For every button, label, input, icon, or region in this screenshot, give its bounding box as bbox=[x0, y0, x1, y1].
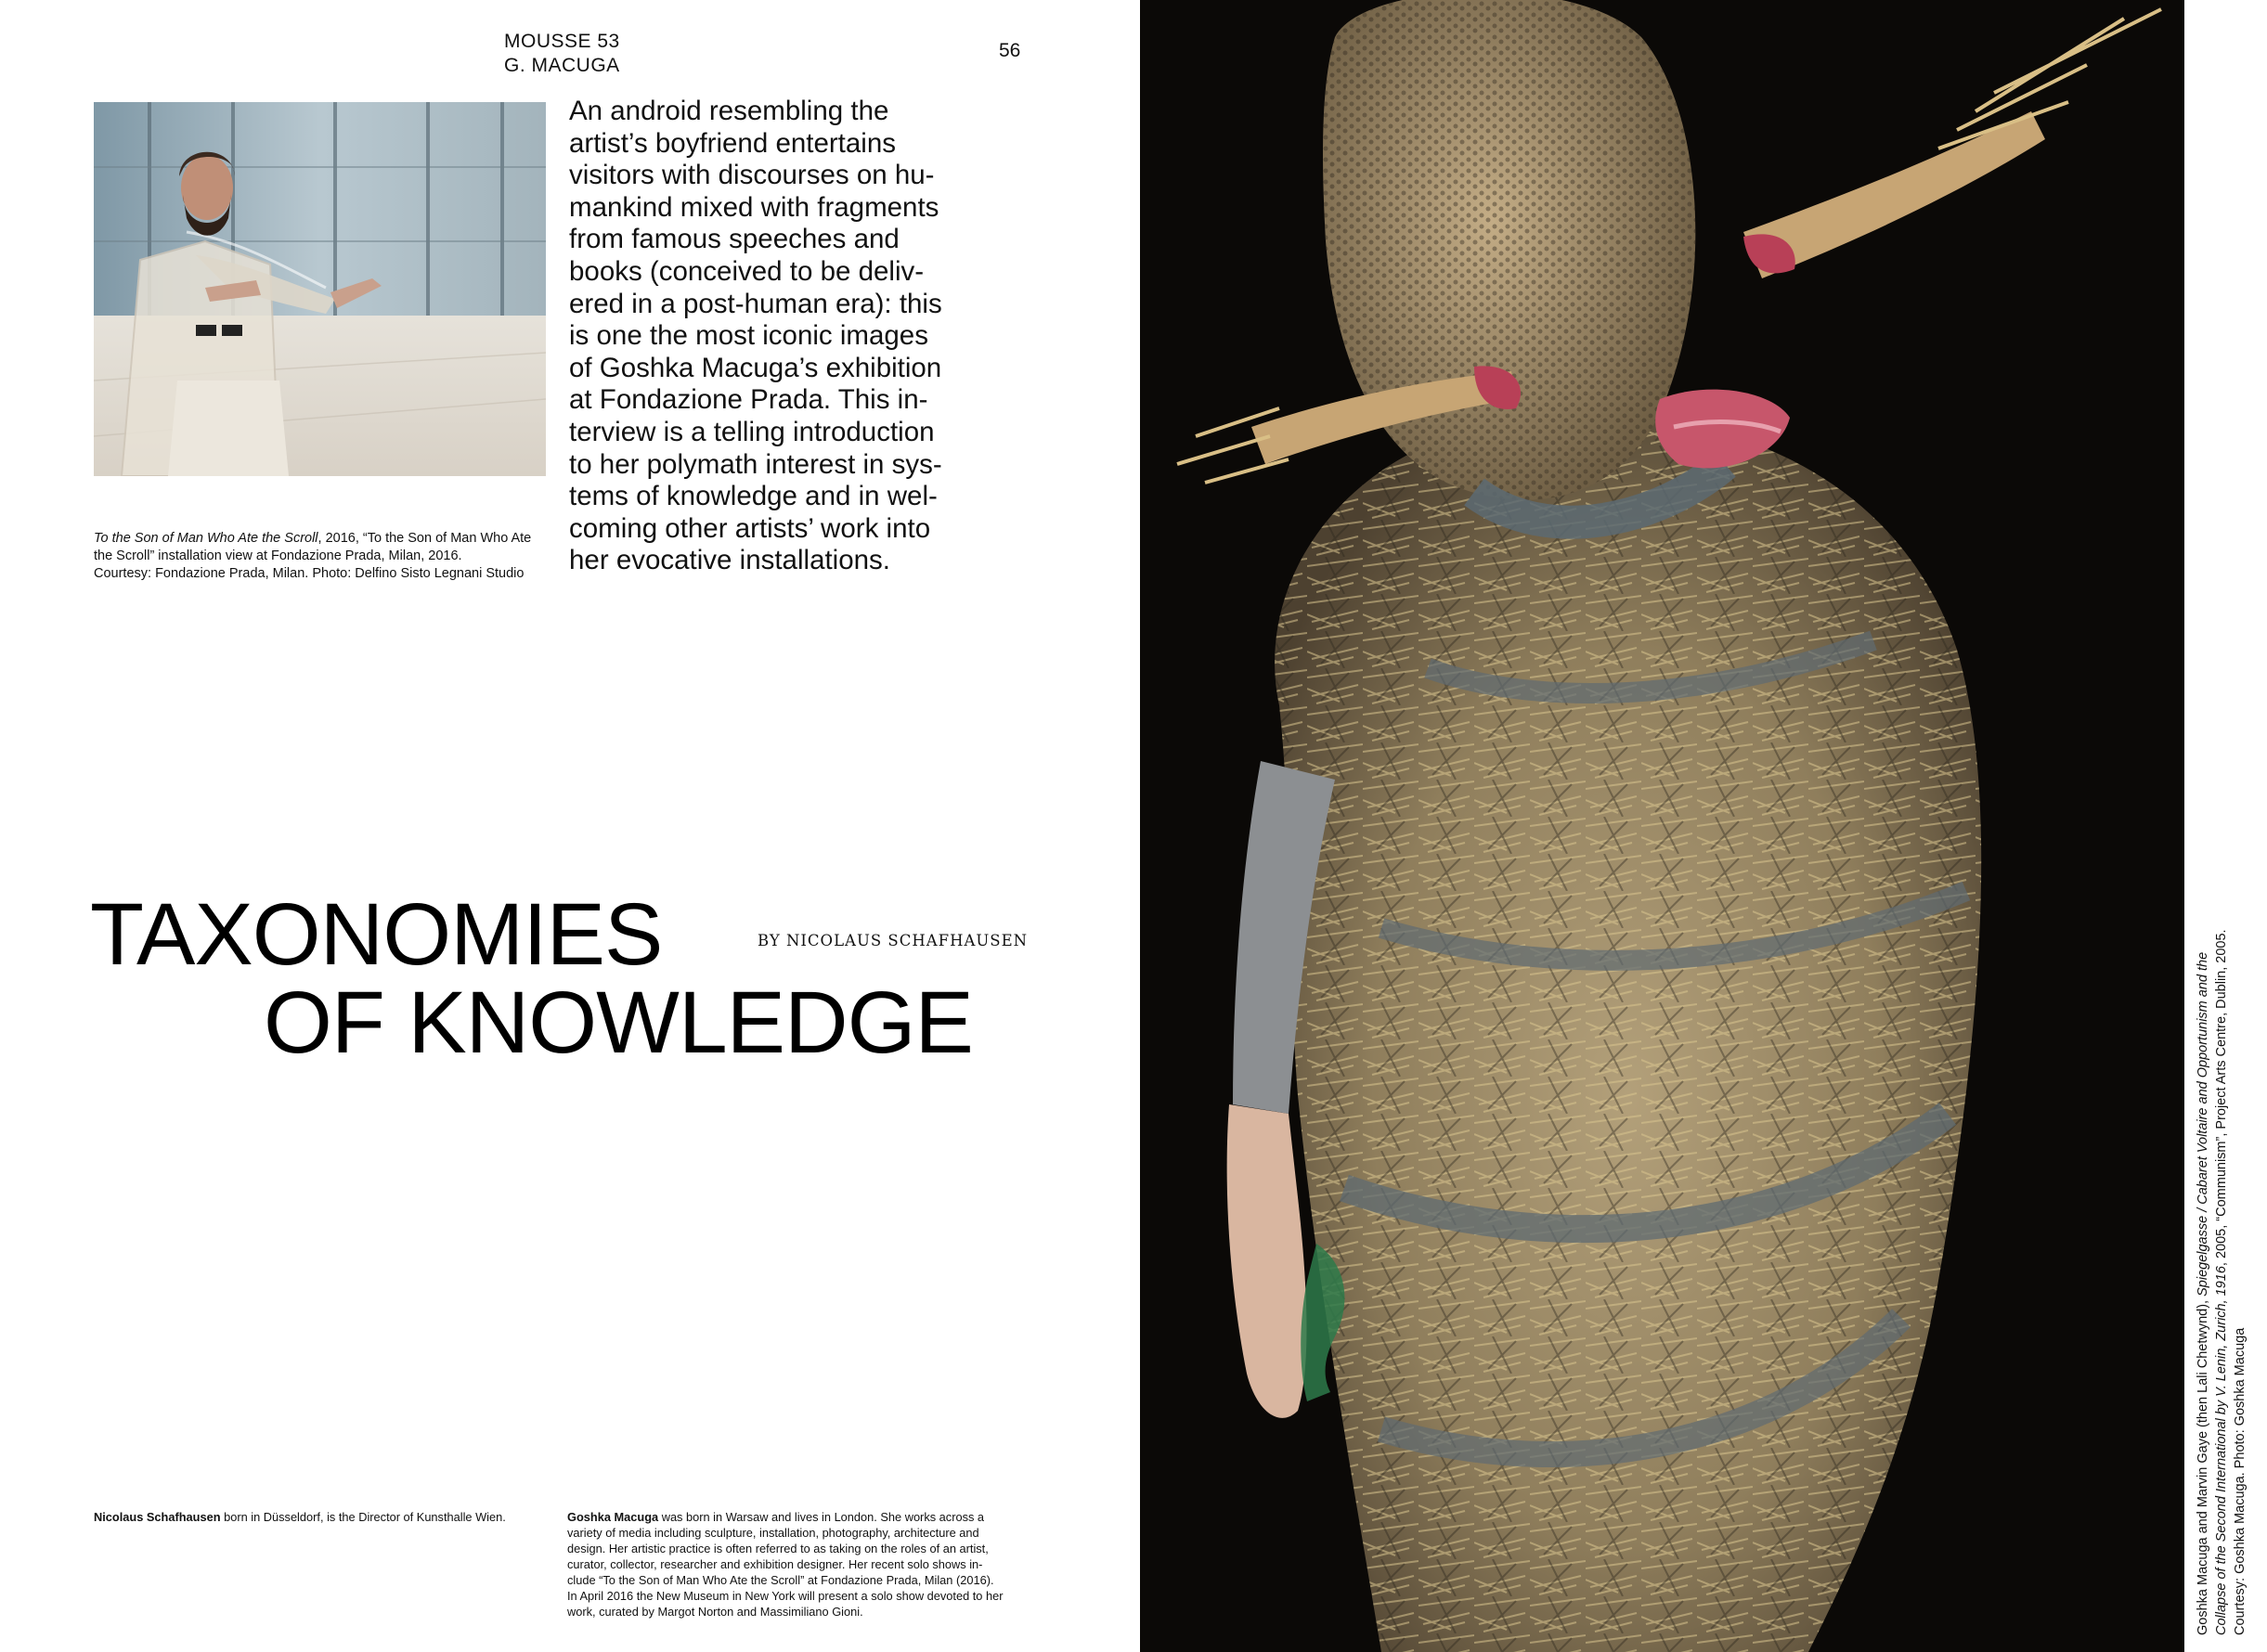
artist-bio bbox=[567, 1509, 1020, 1620]
straw-costume-illustration bbox=[1140, 0, 2184, 1652]
title-line-1: TAXONOMIES bbox=[90, 885, 663, 984]
title-line-2: OF KNOWLEDGE bbox=[264, 974, 973, 1072]
standfirst-line: at Fondazione Prada. This in- bbox=[569, 384, 928, 416]
page-number: 56 bbox=[999, 40, 1021, 61]
standfirst-paragraph bbox=[569, 96, 1005, 577]
artist-bio-line: Goshka Macuga was born in Warsaw and lives in London. She works across a bbox=[567, 1510, 985, 1524]
caption-line: Collapse of the Second International by V. Lenin, Zurich, 1916, 2005, “Communism”, Project Arts Centre, Dublin, 2005. bbox=[2214, 929, 2229, 1635]
standfirst-line: An android resembling the bbox=[569, 96, 889, 126]
android-photo-illustration bbox=[94, 102, 546, 476]
artist-bio-line: In April 2016 the New Museum in New York will present a solo show devoted to her bbox=[567, 1589, 1004, 1603]
artist-bio-line: work, curated by Margot Norton and Massimiliano Gioni. bbox=[567, 1605, 863, 1619]
standfirst-line: is one the most iconic images bbox=[569, 320, 928, 352]
small-photo-caption bbox=[94, 530, 553, 583]
author-bio-line: Nicolaus Schafhausen born in Düsseldorf, is the Director of Kunsthalle Wien. bbox=[94, 1510, 506, 1524]
large-photo-caption bbox=[2194, 0, 2249, 1652]
standfirst-line: visitors with discourses on hu- bbox=[569, 160, 935, 191]
standfirst-line: terview is a telling introduction bbox=[569, 416, 935, 447]
running-header bbox=[504, 30, 620, 78]
standfirst-line: of Goshka Macuga’s exhibition bbox=[569, 352, 942, 383]
straw-costume-photo bbox=[1140, 0, 2184, 1652]
caption-line: To the Son of Man Who Ate the Scroll, 2016, “To the Son of Man Who Ate bbox=[94, 531, 532, 546]
artist-bio-line: design. Her artistic practice is often referred to as taking on the roles of an artist, bbox=[567, 1542, 989, 1555]
artwork-title-continued: Collapse of the Second International by V. Lenin, Zurich, 1916 bbox=[2214, 1266, 2229, 1635]
author-bio bbox=[94, 1509, 530, 1525]
artist-bio-line: clude “To the Son of Man Who Ate the Scroll” at Fondazione Prada, Milan (2016). bbox=[567, 1573, 994, 1587]
android-installation-photo bbox=[94, 102, 546, 476]
artist-name: Goshka Macuga bbox=[567, 1510, 659, 1524]
standfirst-line: mankind mixed with fragments bbox=[569, 191, 939, 223]
caption-line: Goshka Macuga and Marvin Gaye (then Lali Chetwynd), Spiegelgasse / Cabaret Voltaire and Opportunism and the bbox=[2196, 951, 2210, 1635]
standfirst-line: her evocative installations. bbox=[569, 545, 890, 576]
standfirst-line: ered in a post-human era): this bbox=[569, 288, 942, 319]
article-title bbox=[90, 885, 973, 1072]
artwork-title: Spiegelgasse / Cabaret Voltaire and Opportunism and the bbox=[2196, 951, 2210, 1297]
artwork-title: To the Son of Man Who Ate the Scroll bbox=[94, 531, 318, 546]
caption-line: the Scroll” installation view at Fondazione Prada, Milan, 2016. bbox=[94, 549, 462, 563]
standfirst-line: to her polymath interest in sys- bbox=[569, 448, 942, 480]
standfirst-line: coming other artists’ work into bbox=[569, 512, 931, 544]
caption-line: Courtesy: Goshka Macuga. Photo: Goshka Macuga bbox=[2233, 1327, 2248, 1635]
author-name: Nicolaus Schafhausen bbox=[94, 1510, 221, 1524]
standfirst-line: from famous speeches and bbox=[569, 224, 900, 255]
artist-bio-line: variety of media including sculpture, installation, photography, architecture and bbox=[567, 1526, 979, 1540]
section-name: G. MACUGA bbox=[504, 55, 620, 76]
standfirst-line: books (conceived to be deliv- bbox=[569, 255, 925, 287]
byline: BY NICOLAUS SCHAFHAUSEN bbox=[758, 932, 1029, 949]
standfirst-line: artist’s boyfriend entertains bbox=[569, 127, 896, 159]
standfirst-line: tems of knowledge and in wel- bbox=[569, 481, 938, 512]
caption-line: Courtesy: Fondazione Prada, Milan. Photo: Delfino Sisto Legnani Studio bbox=[94, 566, 525, 581]
artist-bio-line: curator, collector, researcher and exhibition designer. Her recent solo shows in- bbox=[567, 1557, 983, 1571]
magazine-issue: MOUSSE 53 bbox=[504, 31, 620, 52]
